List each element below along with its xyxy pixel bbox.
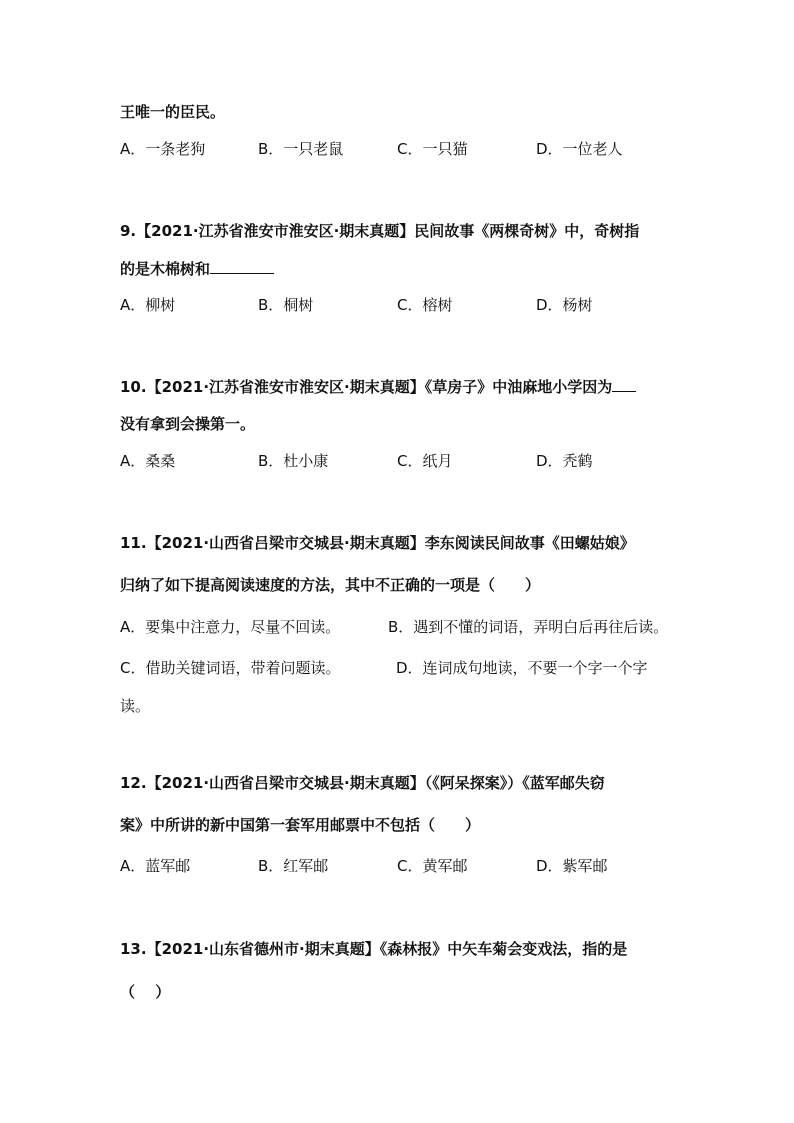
q10-option-c[interactable]: C．纸月: [397, 452, 453, 470]
q12-options: [120, 854, 680, 878]
q10-stem-line1-text: 10.【2021·江苏省淮安市淮安区·期末真题】《草房子》中油麻地小学因为: [120, 378, 613, 396]
q10-answer-blank[interactable]: [612, 377, 636, 392]
q9-stem-line1: 9.【2021·江苏省淮安市淮安区·期末真题】民间故事《两棵奇树》中，奇树指: [120, 222, 640, 240]
q11-options-ab: [120, 615, 680, 639]
q11-option-b[interactable]: B．遇到不懂的词语，弄明白后再往后读。: [388, 618, 669, 636]
q9-option-a[interactable]: A．柳树: [120, 296, 176, 314]
q9-option-c[interactable]: C．榕树: [397, 296, 453, 314]
q12-option-d[interactable]: D．紫军邮: [536, 857, 608, 875]
q10-stem-line1: [120, 375, 636, 399]
q9-answer-blank[interactable]: [210, 259, 274, 274]
q12-option-b[interactable]: B．红军邮: [258, 857, 329, 875]
q10-option-b[interactable]: B．杜小康: [258, 452, 329, 470]
q12-option-a[interactable]: A．蓝军邮: [120, 857, 191, 875]
q12-stem-line2: 案》中所讲的新中国第一套军用邮票中不包括（ ）: [120, 816, 481, 834]
q8-stem-tail: 王唯一的臣民。: [120, 103, 226, 121]
q8-option-b[interactable]: B．一只老鼠: [258, 140, 344, 158]
q13-stem-line2: （ ）: [120, 983, 171, 1001]
q11-stem-line1: 11.【2021·山西省吕梁市交城县·期末真题】李东阅读民间故事《田螺姑娘》: [120, 534, 635, 552]
q8-option-a[interactable]: A．一条老狗: [120, 140, 206, 158]
q10-options: [120, 449, 680, 473]
q8-options: [120, 137, 680, 161]
q8-option-d[interactable]: D．一位老人: [536, 140, 623, 158]
q11-option-d[interactable]: D．连词成句地读，不要一个字一个字: [396, 659, 648, 677]
q10-option-a[interactable]: A．桑桑: [120, 452, 176, 470]
q10-option-d[interactable]: D．秃鹤: [536, 452, 593, 470]
q11-option-a[interactable]: A．要集中注意力，尽量不回读。: [120, 618, 341, 636]
q9-stem-line2-text: 的是木棉树和: [120, 260, 211, 278]
q9-stem-line2: [120, 257, 274, 281]
q11-stem-line2: 归纳了如下提高阅读速度的方法，其中不正确的一项是（ ）: [120, 576, 541, 594]
q12-stem-line1: 12.【2021·山西省吕梁市交城县·期末真题】（《阿呆探案》）《蓝军邮失窃: [120, 774, 605, 792]
q9-option-d[interactable]: D．杨树: [536, 296, 593, 314]
q9-options: [120, 293, 680, 317]
q11-option-d-continued: 读。: [120, 697, 151, 715]
q8-option-c[interactable]: C．一只猫: [397, 140, 468, 158]
q12-option-c[interactable]: C．黄军邮: [397, 857, 468, 875]
q10-stem-line2: 没有拿到会操第一。: [120, 415, 256, 433]
q9-option-b[interactable]: B．桐树: [258, 296, 314, 314]
q11-option-c[interactable]: C．借助关键词语，带着问题读。: [120, 659, 341, 677]
q13-stem-line1: 13.【2021·山东省德州市·期末真题】《森林报》中矢车菊会变戏法，指的是: [120, 940, 628, 958]
q11-options-cd: [120, 656, 680, 680]
